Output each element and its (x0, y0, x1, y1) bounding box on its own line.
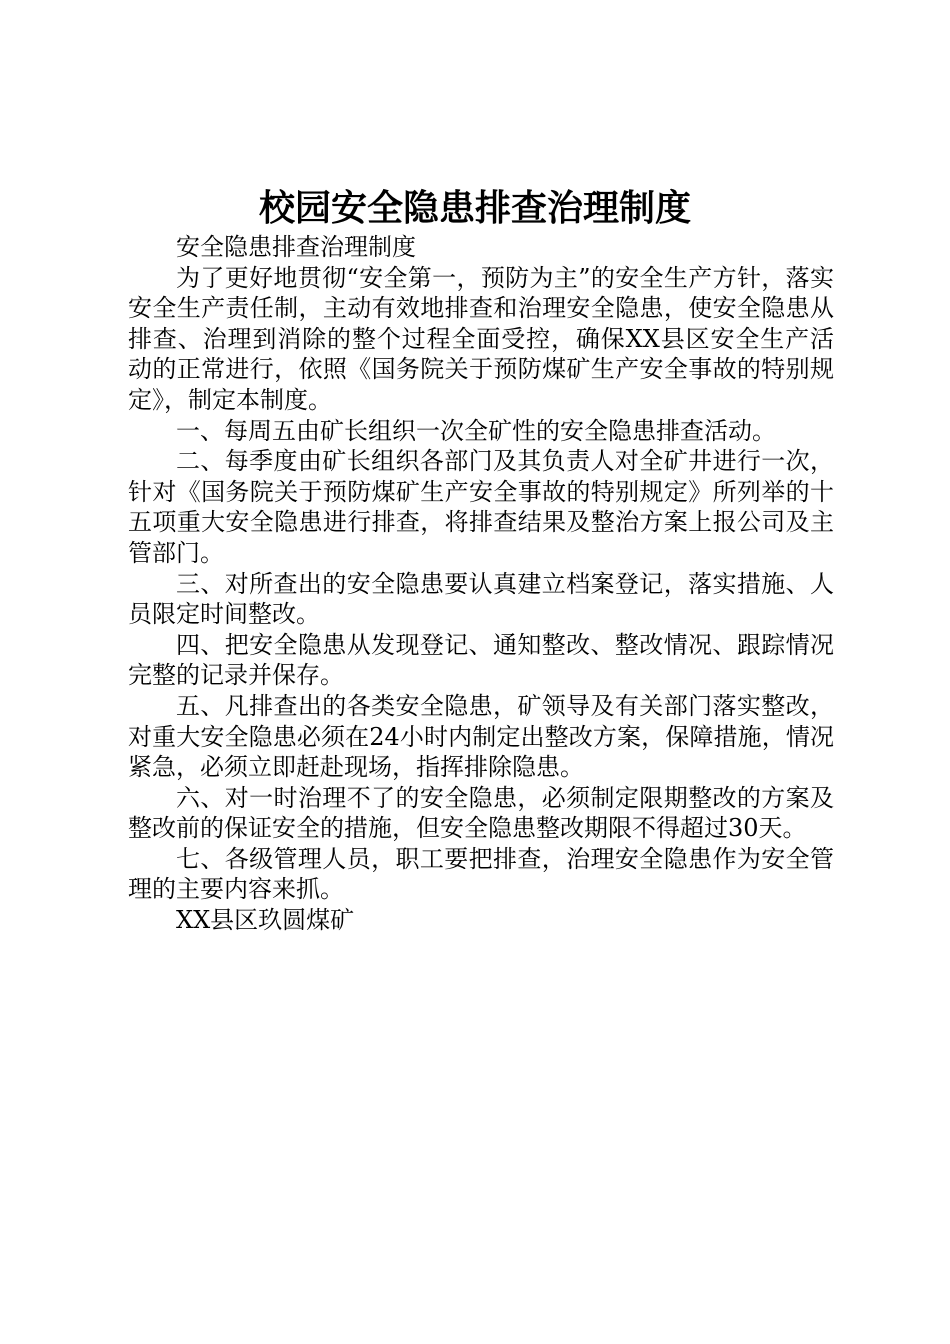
paragraph-item-1: 一、每周五由矿长组织一次全矿性的安全隐患排查活动。 (176, 416, 776, 445)
document-body (128, 232, 834, 936)
paragraph-item-5: 五、凡排查出的各类安全隐患，矿领导及有关部门落实整改，对重大安全隐患必须在24小时内制定出整改方案，保障措施，情况紧急，必须立即赶赴现场，指挥排除隐患。 (128, 691, 834, 782)
paragraph-item-3: 三、对所查出的安全隐患要认真建立档案登记，落实措施、人员限定时间整改。 (128, 569, 834, 629)
paragraph-item-4: 四、把安全隐患从发现登记、通知整改、整改情况、跟踪情况完整的记录并保存。 (128, 630, 834, 690)
paragraph-subtitle: 安全隐患排查治理制度 (176, 233, 416, 261)
paragraph-preamble: 为了更好地贯彻“安全第一，预防为主”的安全生产方针，落实安全生产责任制，主动有效地排查和治理安全隐患，使安全隐患从排查、治理到消除的整个过程全面受控，确保XX县区安全生产活动的正常进行，依照《国务院关于预防煤矿生产安全事故的特别规定》，制定本制度。 (128, 263, 834, 414)
paragraph-item-2: 二、每季度由矿长组织各部门及其负责人对全矿井进行一次，针对《国务院关于预防煤矿生产安全事故的特别规定》所列举的十五项重大安全隐患进行排查，将排查结果及整治方案上报公司及主管部门。 (128, 447, 834, 567)
paragraph-signature: XX县区玖圆煤矿 (176, 906, 355, 935)
paragraph-item-6: 六、对一时治理不了的安全隐患，必须制定限期整改的方案及整改前的保证安全的措施，但安全隐患整改期限不得超过30天。 (128, 783, 834, 843)
paragraph-item-7: 七、各级管理人员，职工要把排查，治理安全隐患作为安全管理的主要内容来抓。 (128, 844, 834, 904)
document-title: 校园安全隐患排查治理制度 (258, 187, 691, 229)
